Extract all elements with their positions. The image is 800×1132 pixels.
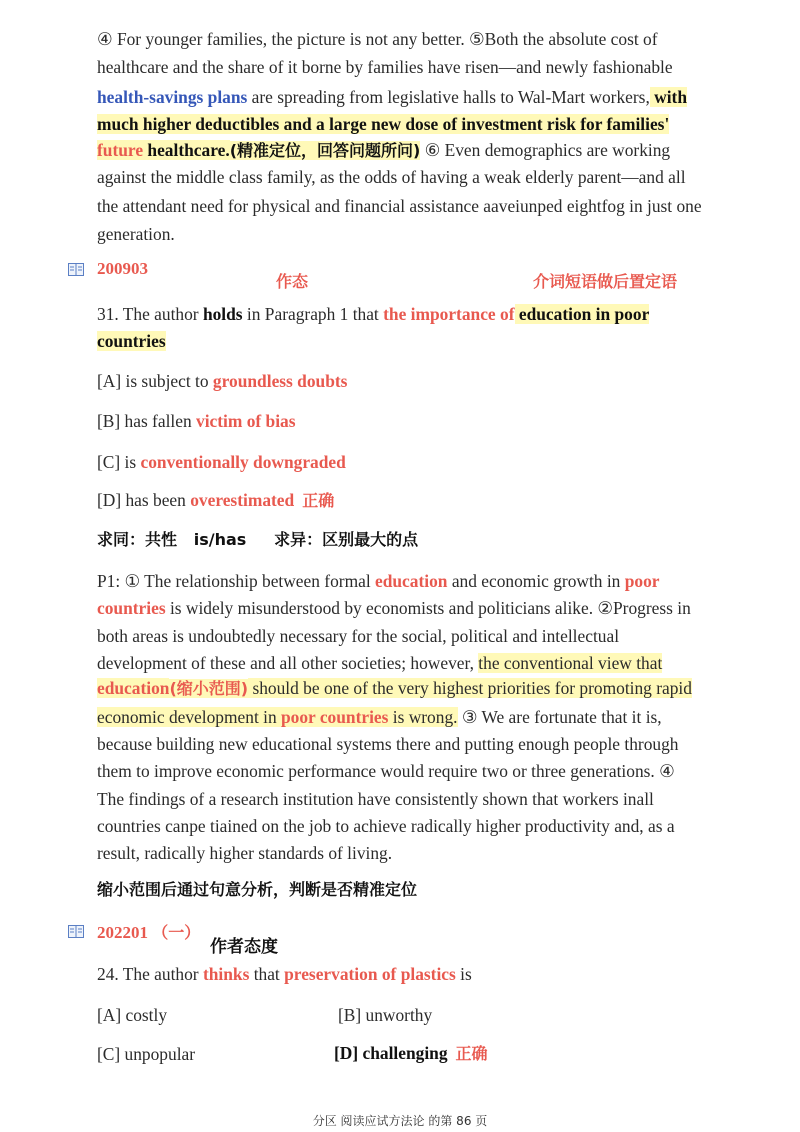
text-line: result, radically higher standards of living.: [97, 843, 393, 863]
page-footer: 分区 阅读应试方法论 的第 86 页: [312, 1114, 488, 1128]
option-label: [D] has been: [97, 490, 191, 510]
text-line: against the middle class family, as the odds of having a weak elderly parent—and all: [97, 167, 686, 187]
highlighted-term: groundless doubts: [212, 371, 348, 391]
text-segment: is widely misunderstood by economists and politicians alike. ②Progress in: [165, 598, 691, 618]
option-d: [334, 1041, 488, 1066]
annotation-tag: 介词短语做后置定语: [533, 272, 678, 291]
highlighted-text: economic development in: [97, 707, 281, 727]
text-line: [97, 651, 662, 675]
text-line: The findings of a research institution have consistently shown that workers inall: [97, 789, 654, 809]
highlighted-term: the importance of: [383, 304, 515, 324]
year-text: 202201: [97, 923, 148, 942]
highlighted-term: thinks: [202, 964, 250, 984]
annotation-note: (精准定位，回答问题所问): [229, 141, 421, 160]
option-a: [A] costly: [97, 1005, 168, 1025]
highlighted-term: poor: [624, 571, 660, 591]
method-note: 求同：共性 is/has 求异：区别最大的点: [97, 530, 419, 549]
keyword: holds: [202, 304, 243, 324]
text-line: generation.: [97, 224, 175, 244]
text-segment: 31. The author: [97, 304, 203, 324]
text-segment: development of these and all other societies; however,: [97, 653, 479, 673]
text-line: [97, 705, 662, 729]
option-c: [97, 450, 346, 474]
highlighted-term: future: [97, 140, 144, 160]
exam-year-label: [97, 920, 200, 943]
highlighted-term: poor countries: [281, 707, 389, 727]
question-stem-line: [97, 329, 166, 353]
highlighted-term: conventionally downgraded: [140, 452, 346, 472]
question-stem: [97, 302, 649, 326]
highlighted-term: victim of bias: [196, 411, 296, 431]
text-line: ④ For younger families, the picture is not any better. ⑤Both the absolute cost of: [97, 29, 658, 49]
year-subtitle: （一）: [152, 923, 201, 942]
text-segment: is: [455, 964, 472, 984]
highlighted-text: with: [649, 87, 687, 107]
question-stem: [97, 962, 472, 986]
option-b: [B] unworthy: [338, 1005, 433, 1025]
text-line: because building new educational systems there and putting enough people through: [97, 734, 679, 754]
option-a: [97, 369, 347, 393]
highlighted-term: health-savings plans: [97, 87, 248, 107]
highlighted-term: countries: [97, 598, 166, 618]
text-line: [97, 676, 692, 701]
highlighted-text: healthcare.: [143, 140, 230, 160]
option-label: [B] has fallen: [97, 411, 196, 431]
text-line: both areas is undoubtedly necessary for the social, political and intellectual: [97, 626, 620, 646]
text-segment: 24. The author: [97, 964, 203, 984]
correct-mark: 正确: [302, 491, 335, 510]
exam-year-label: 200903: [97, 259, 148, 278]
text-line: [97, 85, 687, 109]
text-segment: ③ We are fortunate that it is,: [457, 707, 662, 727]
text-line: the attendant need for physical and financial assistance aaveiunped eightfog in just one: [97, 196, 702, 216]
text-line: healthcare and the share of it borne by families have risen—and newly fashionable: [97, 57, 673, 77]
option-label: [A] is subject to: [97, 371, 213, 391]
annotation-tag: 作者态度: [210, 937, 278, 957]
text-segment: and economic growth in: [447, 571, 625, 591]
book-icon: [68, 925, 84, 938]
option-d: [97, 488, 334, 513]
option-b: [97, 409, 296, 433]
annotation-note: (缩小范围): [169, 679, 249, 698]
text-segment: P1: ① The relationship between formal: [97, 571, 375, 591]
text-line: [97, 569, 660, 593]
text-line: [97, 138, 670, 163]
option-label: [D] challenging: [334, 1043, 448, 1063]
option-c: [C] unpopular: [97, 1044, 196, 1064]
text-segment: are spreading from legislative halls to Wal-Mart workers,: [247, 87, 650, 107]
highlighted-term: education: [97, 678, 170, 698]
highlighted-term: education: [375, 571, 448, 591]
text-line: them to improve economic performance would require two or three generations. ④: [97, 761, 675, 781]
highlighted-text: education in poor: [514, 304, 650, 324]
text-segment: in Paragraph 1 that: [242, 304, 384, 324]
highlighted-text: is wrong.: [388, 707, 458, 727]
text-line: [97, 112, 669, 136]
highlighted-text: should be one of the very highest priorities for promoting rapid: [248, 678, 692, 698]
highlighted-term: overestimated: [190, 490, 295, 510]
annotation-tag: 作态: [276, 272, 309, 291]
highlighted-text: countries: [97, 331, 166, 351]
text-line: [97, 596, 691, 620]
book-icon: [68, 263, 84, 276]
text-segment: ⑥ Even demographics are working: [420, 140, 671, 160]
method-note: 缩小范围后通过句意分析，判断是否精准定位: [97, 880, 418, 899]
text-segment: that: [249, 964, 285, 984]
highlighted-text: the conventional view that: [478, 653, 663, 673]
text-line: countries canpe tiained on the job to achieve radically higher productivity and, as a: [97, 816, 675, 836]
correct-mark: 正确: [455, 1044, 488, 1063]
highlighted-text: much higher deductibles and a large new dose of investment risk for families': [97, 114, 670, 134]
highlighted-term: preservation of plastics: [284, 964, 456, 984]
option-label: [C] is: [97, 452, 141, 472]
